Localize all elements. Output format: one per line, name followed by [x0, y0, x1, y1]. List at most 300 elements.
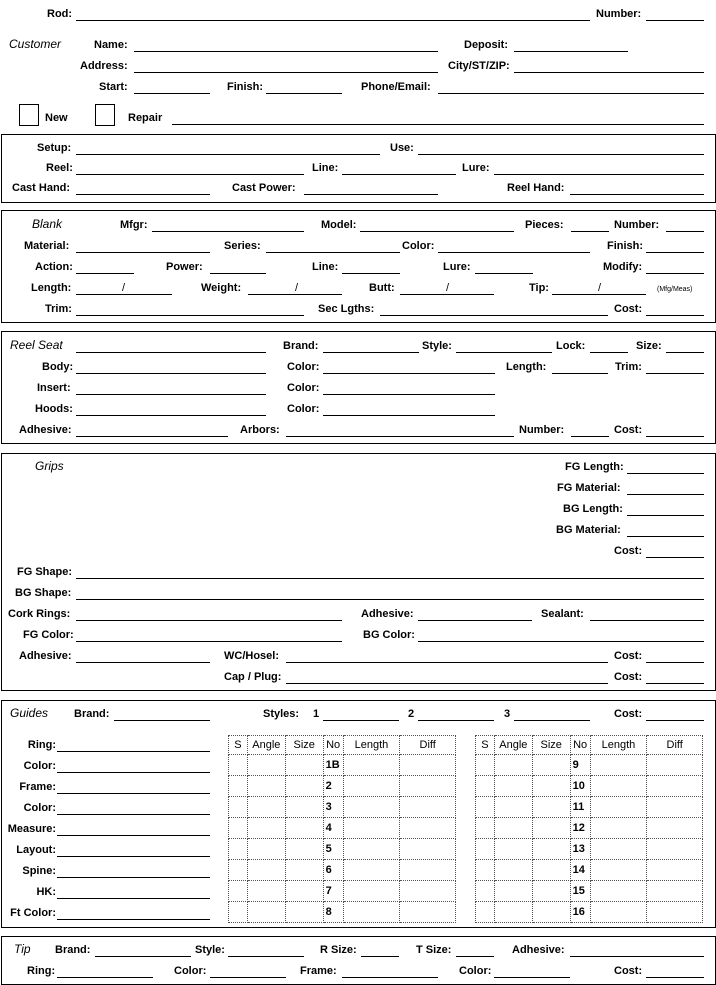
setup-label: Setup:: [37, 142, 72, 154]
repair-checkbox[interactable]: [95, 104, 115, 126]
body-label: Body:: [42, 361, 74, 373]
guide-cell[interactable]: [400, 755, 456, 776]
rs-adhesive-field[interactable]: [76, 436, 228, 437]
guide-cell[interactable]: [229, 776, 248, 797]
use-field[interactable]: [418, 154, 704, 155]
finish-field[interactable]: [266, 93, 342, 94]
weight-slash: /: [295, 282, 299, 294]
guide-cell[interactable]: [247, 818, 285, 839]
guide-spec-field[interactable]: [57, 919, 210, 920]
blank-number-field[interactable]: [666, 231, 704, 232]
blank-color-field[interactable]: [438, 252, 590, 253]
guide-cell[interactable]: [476, 818, 495, 839]
guide-cell[interactable]: [400, 776, 456, 797]
guide-cell[interactable]: [532, 860, 570, 881]
guide-cell[interactable]: [476, 839, 495, 860]
guide-column-header: No: [570, 736, 590, 755]
guide-cell[interactable]: [285, 755, 323, 776]
tip-ring-field[interactable]: [57, 977, 153, 978]
blank-line-field[interactable]: [342, 273, 400, 274]
rs-size-field[interactable]: [666, 352, 704, 353]
start-field[interactable]: [134, 93, 210, 94]
guide-column-header: Length: [343, 736, 400, 755]
use-label: Use:: [390, 142, 414, 154]
guide-cell[interactable]: [229, 881, 248, 902]
guide-cell[interactable]: [285, 902, 323, 923]
guide-spec-field[interactable]: [57, 898, 210, 899]
blank-line-label: Line:: [312, 261, 339, 273]
table-row: [229, 839, 456, 860]
grips-heading: Grips: [35, 459, 64, 473]
styles-label: Styles:: [263, 708, 300, 720]
guide-cell[interactable]: [532, 776, 570, 797]
guide-cell[interactable]: [476, 881, 495, 902]
table-row: [229, 860, 456, 881]
t-size-field[interactable]: [456, 956, 494, 957]
guide-cell[interactable]: [590, 755, 647, 776]
guide-cell[interactable]: [285, 776, 323, 797]
body-color-field[interactable]: [323, 373, 495, 374]
length-label: Length:: [31, 282, 72, 294]
rs-style-label: Style:: [422, 340, 452, 352]
guide-cell[interactable]: [494, 818, 532, 839]
guide-cell[interactable]: [229, 755, 248, 776]
tip-cost-field[interactable]: [646, 977, 704, 978]
bg-color-label: BG Color:: [363, 629, 415, 641]
guide-number: 4: [323, 818, 343, 839]
guide-cell[interactable]: [247, 902, 285, 923]
guide-cell[interactable]: [247, 776, 285, 797]
pieces-label: Pieces:: [525, 219, 564, 231]
guides-cost-field[interactable]: [646, 720, 704, 721]
style-3-field[interactable]: [514, 720, 590, 721]
guide-cell[interactable]: [647, 776, 703, 797]
guide-table-1: [228, 735, 456, 923]
guide-cell[interactable]: [590, 860, 647, 881]
reel-seat-heading: Reel Seat: [10, 338, 63, 352]
guide-column-header: Length: [590, 736, 647, 755]
blank-cost-label: Cost:: [614, 303, 643, 315]
guide-spec-field[interactable]: [57, 772, 210, 773]
guide-column-header: Diff: [400, 736, 456, 755]
guide-cell[interactable]: [590, 818, 647, 839]
hoods-color-label: Color:: [287, 403, 320, 415]
guide-spec-field[interactable]: [57, 856, 210, 857]
guide-cell[interactable]: [532, 818, 570, 839]
tip-color-field[interactable]: [210, 977, 286, 978]
arbors-label: Arbors:: [240, 424, 280, 436]
guide-number: 8: [323, 902, 343, 923]
finish-label: Finish:: [227, 81, 264, 93]
rod-label: Rod:: [47, 8, 73, 20]
guide-number: 7: [323, 881, 343, 902]
guide-cell[interactable]: [285, 881, 323, 902]
guide-spec-label: Spine:: [22, 865, 56, 877]
guide-cell[interactable]: [532, 797, 570, 818]
bg-length-label: BG Length:: [563, 503, 623, 515]
guide-cell[interactable]: [532, 755, 570, 776]
setup-section: [1, 134, 716, 203]
guide-cell[interactable]: [343, 818, 400, 839]
guide-cell[interactable]: [400, 860, 456, 881]
butt-slash: /: [446, 282, 450, 294]
reel-seat-section: [1, 331, 716, 444]
guide-column-header: Angle: [494, 736, 532, 755]
guide-cell[interactable]: [247, 839, 285, 860]
guide-cell[interactable]: [590, 797, 647, 818]
guide-number: 13: [570, 839, 590, 860]
mfgr-field[interactable]: [152, 231, 304, 232]
guide-column-header: Size: [532, 736, 570, 755]
customer-heading: Customer: [9, 37, 62, 51]
grips-adhesive2-field[interactable]: [76, 662, 210, 663]
name-field[interactable]: [134, 51, 438, 52]
guide-number: 1B: [323, 755, 343, 776]
guide-cell[interactable]: [532, 839, 570, 860]
series-label: Series:: [224, 240, 261, 252]
guide-cell[interactable]: [647, 755, 703, 776]
guide-cell[interactable]: [400, 839, 456, 860]
wc-cost-field[interactable]: [646, 662, 704, 663]
table-row: [229, 755, 456, 776]
tip-adhesive-label: Adhesive:: [512, 944, 565, 956]
tip-brand-field[interactable]: [95, 956, 191, 957]
guide-spec-field[interactable]: [57, 835, 210, 836]
guide-cell[interactable]: [647, 860, 703, 881]
guide-cell[interactable]: [343, 797, 400, 818]
bg-length-field[interactable]: [627, 515, 704, 516]
guides-heading: Guides: [10, 706, 49, 720]
lock-label: Lock:: [556, 340, 586, 352]
guide-table-1-header: [229, 736, 456, 755]
table-row: [229, 881, 456, 902]
guide-cell[interactable]: [590, 902, 647, 923]
cast-power-field[interactable]: [304, 194, 438, 195]
address-field[interactable]: [134, 72, 438, 73]
style-3-label: 3: [504, 708, 511, 720]
guide-number: 11: [570, 797, 590, 818]
sealant-field[interactable]: [590, 620, 704, 621]
rs-brand-label: Brand:: [283, 340, 319, 352]
cap-cost-field[interactable]: [646, 683, 704, 684]
guide-spec-field[interactable]: [57, 793, 210, 794]
guide-cell[interactable]: [476, 755, 495, 776]
rs-number-label: Number:: [519, 424, 565, 436]
tip-color2-field[interactable]: [494, 977, 570, 978]
model-label: Model:: [321, 219, 357, 231]
guide-number: 15: [570, 881, 590, 902]
power-label: Power:: [166, 261, 203, 273]
tip-frame-field[interactable]: [342, 977, 438, 978]
city-field[interactable]: [514, 72, 704, 73]
hoods-label: Hoods:: [35, 403, 73, 415]
guide-spec-label: Frame:: [19, 781, 56, 793]
grips-cost-label: Cost:: [614, 545, 643, 557]
guide-cell[interactable]: [400, 881, 456, 902]
grips-adhesive-field[interactable]: [418, 620, 532, 621]
guide-number: 12: [570, 818, 590, 839]
bg-material-field[interactable]: [627, 536, 704, 537]
guide-cell[interactable]: [476, 860, 495, 881]
bg-color-field[interactable]: [418, 641, 704, 642]
cast-hand-field[interactable]: [76, 194, 210, 195]
guide-cell[interactable]: [229, 860, 248, 881]
reel-label: Reel:: [46, 162, 73, 174]
deposit-field[interactable]: [514, 51, 628, 52]
pieces-field[interactable]: [571, 231, 609, 232]
guide-cell[interactable]: [229, 818, 248, 839]
guide-cell[interactable]: [647, 818, 703, 839]
name-label: Name:: [94, 39, 128, 51]
fg-color-field[interactable]: [76, 641, 342, 642]
wc-cost-label: Cost:: [614, 650, 643, 662]
bg-material-label: BG Material:: [556, 524, 621, 536]
guide-cell[interactable]: [343, 860, 400, 881]
tip-cost-label: Cost:: [614, 965, 643, 977]
sec-lgths-label: Sec Lgths:: [318, 303, 375, 315]
trim-field[interactable]: [76, 315, 304, 316]
guide-cell[interactable]: [494, 881, 532, 902]
guide-spec-label: Layout:: [16, 844, 56, 856]
guide-number: 2: [323, 776, 343, 797]
guide-cell[interactable]: [343, 839, 400, 860]
fg-material-field[interactable]: [627, 494, 704, 495]
insert-color-field[interactable]: [323, 394, 495, 395]
guide-cell[interactable]: [532, 881, 570, 902]
tip-frame-label: Frame:: [300, 965, 337, 977]
number-label: Number:: [596, 8, 642, 20]
guide-cell[interactable]: [494, 902, 532, 923]
guide-cell[interactable]: [494, 839, 532, 860]
guide-column-header: Angle: [247, 736, 285, 755]
power-field[interactable]: [210, 273, 266, 274]
style-1-field[interactable]: [323, 720, 399, 721]
material-field[interactable]: [76, 252, 210, 253]
arbors-field[interactable]: [286, 436, 514, 437]
guide-number: 5: [323, 839, 343, 860]
bg-shape-label: BG Shape:: [15, 587, 72, 599]
number-field[interactable]: [646, 20, 704, 21]
series-field[interactable]: [266, 252, 400, 253]
guide-cell[interactable]: [476, 902, 495, 923]
tip-adhesive-field[interactable]: [570, 956, 704, 957]
rod-field[interactable]: [76, 20, 590, 21]
repair-field[interactable]: [172, 124, 704, 125]
guide-spec-field[interactable]: [57, 751, 210, 752]
guides-cost-label: Cost:: [614, 708, 643, 720]
guide-cell[interactable]: [343, 881, 400, 902]
phone-field[interactable]: [438, 93, 704, 94]
insert-color-label: Color:: [287, 382, 320, 394]
table-row: [476, 902, 703, 923]
blank-cost-field[interactable]: [646, 315, 704, 316]
table-row: [476, 755, 703, 776]
table-row: [476, 776, 703, 797]
wc-hosel-label: WC/Hosel:: [224, 650, 279, 662]
rs-cost-label: Cost:: [614, 424, 643, 436]
guide-cell[interactable]: [476, 776, 495, 797]
guide-cell[interactable]: [285, 839, 323, 860]
guide-cell[interactable]: [494, 797, 532, 818]
blank-lure-label: Lure:: [443, 261, 471, 273]
lock-field[interactable]: [590, 352, 628, 353]
new-checkbox[interactable]: [19, 104, 39, 126]
guide-cell[interactable]: [247, 797, 285, 818]
guide-cell[interactable]: [285, 797, 323, 818]
lure-label: Lure:: [462, 162, 490, 174]
guide-table-2-header: [476, 736, 703, 755]
line-label: Line:: [312, 162, 339, 174]
blank-number-label: Number:: [614, 219, 660, 231]
table-row: [229, 797, 456, 818]
length-slash: /: [122, 282, 126, 294]
guide-cell[interactable]: [343, 755, 400, 776]
guide-column-header: No: [323, 736, 343, 755]
cork-rings-field[interactable]: [76, 620, 342, 621]
guide-spec-label: Measure:: [7, 823, 56, 835]
guide-cell[interactable]: [494, 755, 532, 776]
rs-length-field[interactable]: [552, 373, 608, 374]
tip-slash: /: [598, 282, 602, 294]
material-label: Material:: [24, 240, 70, 252]
guide-cell[interactable]: [229, 902, 248, 923]
guide-spec-label: Ring:: [27, 739, 56, 751]
r-size-field[interactable]: [361, 956, 399, 957]
guide-cell[interactable]: [494, 776, 532, 797]
guide-cell[interactable]: [647, 839, 703, 860]
guide-cell[interactable]: [400, 902, 456, 923]
butt-field[interactable]: [400, 294, 494, 295]
repair-label: Repair: [128, 112, 163, 124]
guide-column-header: S: [229, 736, 248, 755]
table-row: [229, 818, 456, 839]
cast-hand-label: Cast Hand:: [12, 182, 71, 194]
blank-finish-field[interactable]: [646, 252, 704, 253]
tip-color2-label: Color:: [459, 965, 492, 977]
tip-brand-label: Brand:: [55, 944, 91, 956]
fg-shape-label: FG Shape:: [17, 566, 73, 578]
blank-heading: Blank: [32, 217, 63, 231]
guide-column-header: Size: [285, 736, 323, 755]
weight-label: Weight:: [201, 282, 242, 294]
length-field[interactable]: [76, 294, 172, 295]
new-label: New: [45, 112, 68, 124]
guide-cell[interactable]: [247, 881, 285, 902]
action-field[interactable]: [76, 273, 134, 274]
cap-plug-field[interactable]: [286, 683, 608, 684]
rs-style-field[interactable]: [456, 352, 552, 353]
insert-field[interactable]: [76, 394, 266, 395]
guide-cell[interactable]: [285, 818, 323, 839]
reel-seat-title-field[interactable]: [76, 352, 266, 353]
guide-cell[interactable]: [647, 902, 703, 923]
grips-cost-field[interactable]: [646, 557, 704, 558]
guide-number: 9: [570, 755, 590, 776]
guide-number: 14: [570, 860, 590, 881]
guide-cell[interactable]: [476, 797, 495, 818]
fg-color-label: FG Color:: [23, 629, 74, 641]
model-field[interactable]: [360, 231, 514, 232]
tip-color-label: Color:: [174, 965, 207, 977]
rs-cost-field[interactable]: [646, 436, 704, 437]
guide-cell[interactable]: [494, 860, 532, 881]
line-field[interactable]: [342, 174, 456, 175]
fg-length-field[interactable]: [627, 473, 704, 474]
guide-cell[interactable]: [229, 797, 248, 818]
tip-heading: Tip: [14, 942, 31, 956]
lure-field[interactable]: [494, 174, 704, 175]
guide-cell[interactable]: [343, 902, 400, 923]
tip-style-field[interactable]: [228, 956, 304, 957]
guide-cell[interactable]: [343, 776, 400, 797]
guide-spec-field[interactable]: [57, 877, 210, 878]
sec-lgths-field[interactable]: [380, 315, 608, 316]
style-2-field[interactable]: [418, 720, 494, 721]
reel-field[interactable]: [76, 174, 304, 175]
guide-cell[interactable]: [229, 839, 248, 860]
mfgr-label: Mfgr:: [120, 219, 148, 231]
blank-lure-field[interactable]: [475, 273, 533, 274]
bg-shape-field[interactable]: [76, 599, 704, 600]
table-row: [229, 776, 456, 797]
guide-cell[interactable]: [400, 818, 456, 839]
guide-cell[interactable]: [647, 797, 703, 818]
guide-spec-label: Color:: [23, 760, 56, 772]
guide-number: 10: [570, 776, 590, 797]
phone-label: Phone/Email:: [361, 81, 431, 93]
guide-cell[interactable]: [590, 881, 647, 902]
t-size-label: T Size:: [416, 944, 452, 956]
grips-adhesive-label: Adhesive:: [361, 608, 414, 620]
guide-cell[interactable]: [590, 776, 647, 797]
reel-hand-field[interactable]: [570, 194, 704, 195]
modify-field[interactable]: [646, 273, 704, 274]
guide-spec-field[interactable]: [57, 814, 210, 815]
blank-finish-label: Finish:: [607, 240, 644, 252]
tip-field[interactable]: [552, 294, 646, 295]
guide-cell[interactable]: [247, 860, 285, 881]
wc-hosel-field[interactable]: [286, 662, 608, 663]
guides-brand-field[interactable]: [114, 720, 210, 721]
table-row: [476, 839, 703, 860]
setup-field[interactable]: [76, 154, 380, 155]
butt-label: Butt:: [369, 282, 395, 294]
guide-cell[interactable]: [590, 839, 647, 860]
rs-trim-field[interactable]: [646, 373, 704, 374]
guide-cell[interactable]: [285, 860, 323, 881]
body-field[interactable]: [76, 373, 266, 374]
fg-shape-field[interactable]: [76, 578, 704, 579]
action-label: Action:: [35, 261, 73, 273]
guide-spec-label: HK:: [36, 886, 56, 898]
grips-adhesive2-label: Adhesive:: [19, 650, 72, 662]
hoods-color-field[interactable]: [323, 415, 495, 416]
rs-number-field[interactable]: [571, 436, 609, 437]
guide-cell[interactable]: [400, 797, 456, 818]
rs-brand-field[interactable]: [323, 352, 419, 353]
guides-brand-label: Brand:: [74, 708, 110, 720]
mfg-meas-note: (Mfg/Meas): [657, 286, 693, 293]
weight-field[interactable]: [248, 294, 342, 295]
tip-style-label: Style:: [195, 944, 225, 956]
hoods-field[interactable]: [76, 415, 266, 416]
guide-cell[interactable]: [647, 881, 703, 902]
cork-rings-label: Cork Rings:: [8, 608, 71, 620]
guide-cell[interactable]: [247, 755, 285, 776]
guide-column-header: Diff: [647, 736, 703, 755]
guide-table-2: [475, 735, 703, 923]
guide-cell[interactable]: [532, 902, 570, 923]
